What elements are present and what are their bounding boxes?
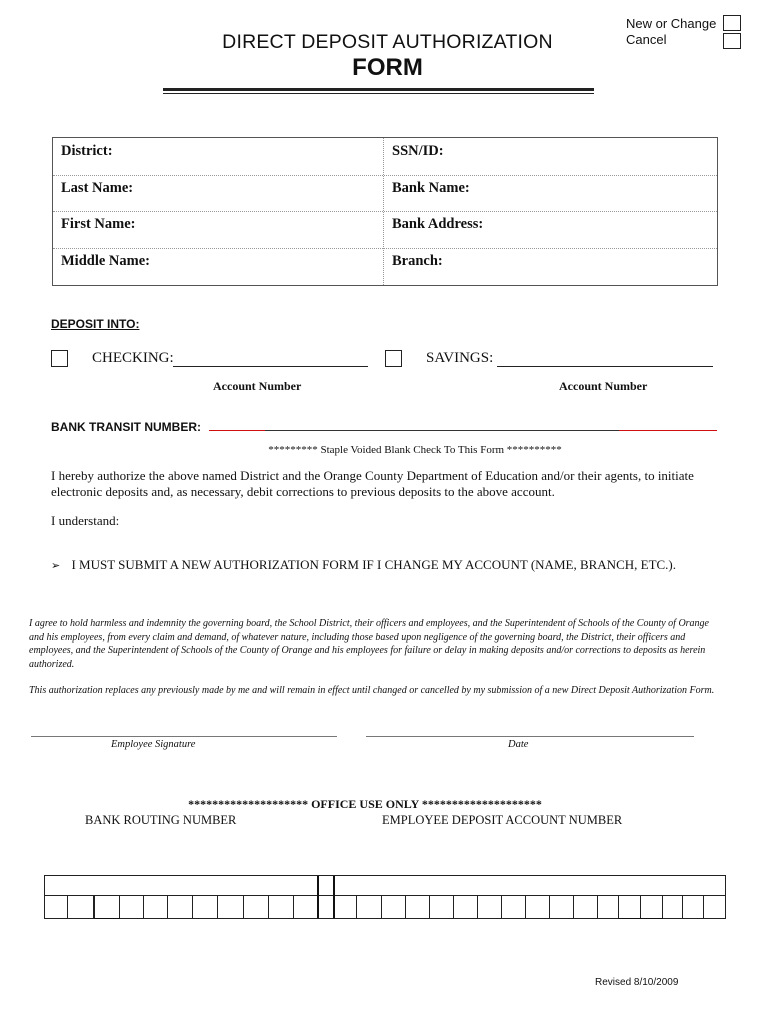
grid-cell[interactable] xyxy=(243,896,244,918)
grid-cell-marker xyxy=(618,896,663,919)
bank-routing-number-label: BANK ROUTING NUMBER xyxy=(85,813,237,827)
understand-text: I understand: xyxy=(51,513,120,528)
grid-cell[interactable] xyxy=(143,896,144,918)
checking-checkbox[interactable] xyxy=(51,350,68,367)
grid-cell[interactable] xyxy=(682,896,683,918)
new-or-change-label: New or Change xyxy=(626,16,717,31)
checking-account-line[interactable] xyxy=(173,366,368,367)
deposit-into-heading: DEPOSIT INTO: xyxy=(51,317,140,331)
bank-transit-number-label: BANK TRANSIT NUMBER: xyxy=(51,420,201,434)
bank-transit-number-line-inner xyxy=(265,430,619,431)
grid-cell[interactable] xyxy=(268,896,269,918)
grid-cell[interactable] xyxy=(405,896,406,918)
grid-cell[interactable] xyxy=(429,896,430,918)
grid-cell[interactable] xyxy=(597,896,598,918)
grid-cell-marker xyxy=(94,896,120,919)
bullet-item xyxy=(51,557,676,573)
date-line[interactable] xyxy=(366,736,694,737)
info-row-last-name xyxy=(53,175,717,213)
bank-address-field[interactable]: Bank Address: xyxy=(392,216,484,232)
replaces-paragraph: This authorization replaces any previously made by me and will remain in effect until changed or cancelled by my submission of a new Direct Deposit Authorization Form. xyxy=(29,685,715,696)
cancel-checkbox[interactable] xyxy=(723,33,741,49)
office-use-heading: ******************** OFFICE USE ONLY ******************** xyxy=(188,797,542,811)
grid-cell[interactable] xyxy=(477,896,478,918)
grid-separator xyxy=(333,876,335,918)
middle-name-field[interactable]: Middle Name: xyxy=(61,252,150,269)
employee-signature-label: Employee Signature xyxy=(111,739,196,750)
bullet-text: I MUST SUBMIT A NEW AUTHORIZATION FORM IF I CHANGE MY ACCOUNT (NAME, BRANCH, ETC.). xyxy=(71,557,677,572)
employee-info-table xyxy=(52,137,718,286)
form-title: DIRECT DEPOSIT AUTHORIZATION xyxy=(222,31,553,53)
staple-note: ********* Staple Voided Blank Check To This Form ********** xyxy=(268,444,562,456)
office-use-grid xyxy=(44,875,726,919)
branch-field[interactable]: Branch: xyxy=(392,252,443,269)
authorization-paragraph: I hereby authorize the above named District and the Orange County Department of Education and/or their agents, to initiate electronic deposits and, as necessary, debit corrections to previous deposits to the above account. xyxy=(51,468,694,499)
grid-cell[interactable] xyxy=(67,896,68,918)
info-row-district xyxy=(53,138,717,176)
grid-cell[interactable] xyxy=(356,896,357,918)
grid-cell[interactable] xyxy=(453,896,454,918)
grid-cell[interactable] xyxy=(525,896,526,918)
ssn-field[interactable]: SSN/ID: xyxy=(392,143,444,159)
savings-account-line[interactable] xyxy=(497,366,713,367)
grid-cell[interactable] xyxy=(381,896,382,918)
savings-account-number-label: Account Number xyxy=(559,379,648,393)
revised-date: Revised 8/10/2009 xyxy=(595,977,679,988)
savings-checkbox[interactable] xyxy=(385,350,402,367)
first-name-field[interactable]: First Name: xyxy=(61,216,136,232)
title-underline-thin xyxy=(163,93,594,94)
grid-cell[interactable] xyxy=(167,896,168,918)
grid-cell[interactable] xyxy=(501,896,502,918)
hold-harmless-paragraph: I agree to hold harmless and indemnity the governing board, the School District, their officers and employees, and the Superintendent of Schools of the County of Orange and his employees, from every claim and demand, of whatever nature, including those based upon negligence of the governing board, the District, their officers and employees, and the Superintendent of Schools of the County of Orange and his employees for failure or delay in making deposits and/or corrections to deposits as herein authorized. xyxy=(29,618,709,670)
cancel-label: Cancel xyxy=(626,32,667,47)
form-subtitle: FORM xyxy=(352,54,423,81)
savings-label: SAVINGS: xyxy=(426,350,494,366)
new-or-change-checkbox[interactable] xyxy=(723,15,741,31)
grid-cell[interactable] xyxy=(549,896,550,918)
district-field[interactable]: District: xyxy=(61,143,113,159)
employee-signature-line[interactable] xyxy=(31,736,337,737)
grid-cell[interactable] xyxy=(192,896,193,918)
grid-cell[interactable] xyxy=(573,896,574,918)
checking-account-number-label: Account Number xyxy=(213,379,302,393)
info-row-first-name xyxy=(53,211,717,249)
grid-cell[interactable] xyxy=(703,896,704,918)
grid-separator xyxy=(317,876,319,918)
bank-name-field[interactable]: Bank Name: xyxy=(392,179,470,196)
employee-deposit-account-label: EMPLOYEE DEPOSIT ACCOUNT NUMBER xyxy=(382,813,623,827)
last-name-field[interactable]: Last Name: xyxy=(61,179,134,196)
grid-cell[interactable] xyxy=(293,896,294,918)
title-underline-thick xyxy=(163,88,594,91)
grid-cell[interactable] xyxy=(217,896,218,918)
arrow-bullet-icon: ➢ xyxy=(51,559,61,572)
info-row-middle-name xyxy=(53,248,717,285)
checking-label: CHECKING: xyxy=(92,350,174,366)
date-label: Date xyxy=(508,739,529,750)
